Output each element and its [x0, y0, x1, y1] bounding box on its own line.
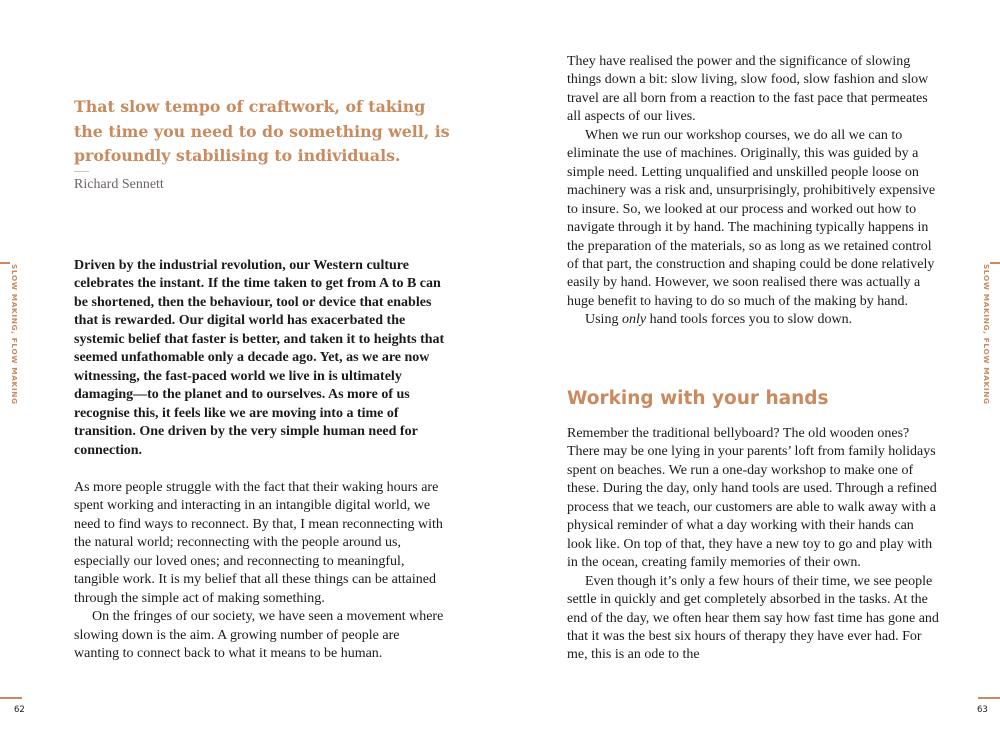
body-text: [567, 53, 939, 330]
folio-marker: [0, 697, 22, 699]
divider: [74, 171, 89, 172]
text-run: Using: [585, 312, 622, 328]
section-heading: Working with your hands: [567, 388, 829, 409]
page-number: 63: [977, 705, 988, 715]
quote-attribution: Richard Sennett: [74, 177, 164, 192]
paragraph: Remember the traditional bellyboard? The old wooden ones? There may be one lying in your parents’ loft from family holidays spent on beaches. We run a one-day workshop to make one of these. During the day, only hand tools are used. Through a refined process that we teach, our customers are able to walk away with a physical reminder of what a day working with their hands can look like. On top of that, they have a new toy to go and play with in the ocean, creating family memories of their own.: [567, 426, 937, 571]
page-number: 62: [14, 705, 25, 715]
paragraph: As more people struggle with the fact that their waking hours are spent working and interacting in an intangible digital world, we need to find ways to reconnect. By that, I mean reconnecting with the natural world; reconnecting with the people around us, especially our loved ones; and reconnecting to meaningful, tangible work. It is my belief that all these things can be attained through the simple act of making something.: [74, 480, 443, 606]
text-run: hand tools forces you to slow down.: [646, 312, 853, 328]
paragraph: When we run our workshop courses, we do all we can to eliminate the use of machines. Originally, this was guided by a simple need. Letting unqualified and unskilled people loose on machinery was a risk and, unsurprisingly, prohibitively expensive to insure. So, we looked at our process and worked out how to navigate through it by hand. The machining typically happens in the preparation of the materials, so as long as we retained control of that part, the construction and shaping could be done relatively easily by hand. However, we soon realised there was actually a huge benefit to having to do so much of the making by hand.: [567, 127, 936, 309]
paragraph: [567, 311, 939, 329]
paragraph: They have realised the power and the significance of slowing things down a bit: slow living, slow food, slow fashion and slow travel are all born from a reaction to the fast pace that permeates all aspects of our lives.: [567, 54, 929, 125]
emphasis: only: [621, 312, 647, 328]
lead-paragraph: Driven by the industrial revolution, our Western culture celebrates the instant. If the time taken to get from A to B can be shortened, then the behaviour, tool or device that enables that is rewarded. Our digital world has exacerbated the systemic belief that faster is better, and taken it to heights that seemed unfathomable only a decade ago. Yet, as we are now witnessing, the fast-paced world we live in is ultimately damaging—to the planet and to ourselves. As more of us recognise this, it feels like we are moving into a time of transition. One driven by the very simple human need for connection.: [74, 258, 445, 458]
folio-marker: [978, 697, 1000, 699]
paragraph: On the fringes of our society, we have seen a movement where slowing down is the aim. A growing number of people are wanting to connect back to what it means to be human.: [74, 609, 444, 662]
running-head: SLOW MAKING, FLOW MAKING: [10, 264, 19, 405]
running-head: SLOW MAKING, FLOW MAKING: [982, 264, 991, 405]
right-page: [500, 0, 1000, 741]
pull-quote: That slow tempo of craftwork, of taking the time you need to do something well, is profoundly stabilising to individuals.: [74, 97, 450, 165]
paragraph: Even though it’s only a few hours of their time, we see people settle in quickly and get completely absorbed in the tasks. At the end of the day, we often hear them say how fast time has gone and that it was the best six hours of therapy they have ever had. For me, this is an ode to the: [567, 573, 939, 663]
body-text: [74, 479, 446, 664]
body-text: [567, 425, 939, 665]
